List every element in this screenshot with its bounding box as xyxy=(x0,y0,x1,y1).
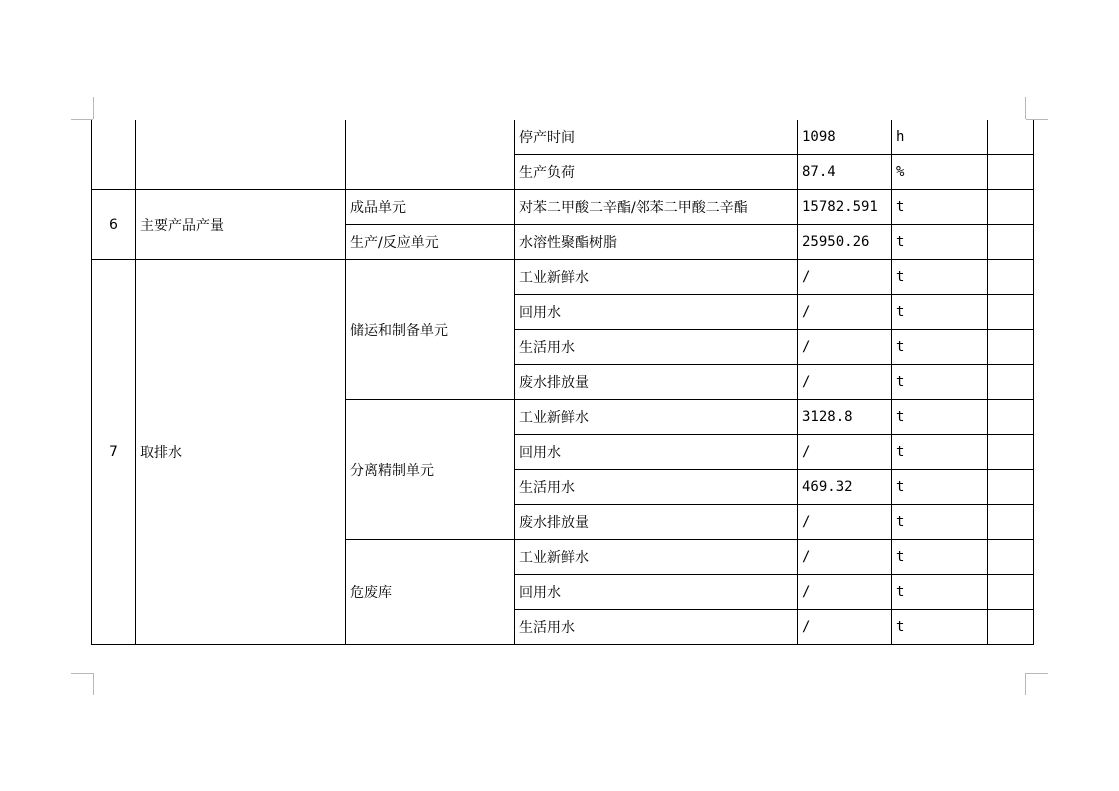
remark-cell xyxy=(988,505,1034,540)
table-row xyxy=(92,260,1034,295)
unit-cell: % xyxy=(892,155,988,190)
item-cell: 生活用水 xyxy=(515,610,798,645)
item-cell: 水溶性聚酯树脂 xyxy=(515,225,798,260)
value-cell: / xyxy=(798,540,892,575)
value-cell: 87.4 xyxy=(798,155,892,190)
data-table xyxy=(91,120,1034,645)
item-cell: 回用水 xyxy=(515,575,798,610)
remark-cell xyxy=(988,435,1034,470)
remark-cell xyxy=(988,470,1034,505)
crop-mark-top-left-h xyxy=(71,119,93,120)
remark-cell xyxy=(988,295,1034,330)
unit-cell: t xyxy=(892,575,988,610)
item-cell: 停产时间 xyxy=(515,120,798,155)
unit-cell: t xyxy=(892,260,988,295)
value-cell: / xyxy=(798,295,892,330)
remark-cell xyxy=(988,575,1034,610)
remark-cell xyxy=(988,400,1034,435)
crop-mark-bottom-right-h xyxy=(1026,673,1048,674)
unit-cell: t xyxy=(892,365,988,400)
remark-cell xyxy=(988,610,1034,645)
unit-name-cell: 分离精制单元 xyxy=(346,400,515,540)
value-cell: / xyxy=(798,435,892,470)
unit-cell: h xyxy=(892,120,988,155)
value-cell: / xyxy=(798,575,892,610)
section-name-cell: 主要产品产量 xyxy=(136,190,346,260)
section-name-cell: 取排水 xyxy=(136,260,346,645)
item-cell: 对苯二甲酸二辛酯/邻苯二甲酸二辛酯 xyxy=(515,190,798,225)
item-cell: 回用水 xyxy=(515,435,798,470)
unit-cell: t xyxy=(892,610,988,645)
table-row xyxy=(92,190,1034,225)
item-cell: 生产负荷 xyxy=(515,155,798,190)
item-cell: 生活用水 xyxy=(515,470,798,505)
unit-cell: t xyxy=(892,330,988,365)
continued-unit-cell xyxy=(346,120,515,190)
item-cell: 废水排放量 xyxy=(515,505,798,540)
crop-mark-bottom-left-v xyxy=(93,673,94,695)
unit-name-cell: 生产/反应单元 xyxy=(346,225,515,260)
value-cell: 1098 xyxy=(798,120,892,155)
remark-cell xyxy=(988,120,1034,155)
unit-cell: t xyxy=(892,295,988,330)
item-cell: 工业新鲜水 xyxy=(515,540,798,575)
unit-cell: t xyxy=(892,190,988,225)
item-cell: 废水排放量 xyxy=(515,365,798,400)
remark-cell xyxy=(988,155,1034,190)
remark-cell xyxy=(988,190,1034,225)
unit-cell: t xyxy=(892,225,988,260)
value-cell: 469.32 xyxy=(798,470,892,505)
value-cell: 25950.26 xyxy=(798,225,892,260)
unit-cell: t xyxy=(892,400,988,435)
remark-cell xyxy=(988,330,1034,365)
unit-cell: t xyxy=(892,435,988,470)
remark-cell xyxy=(988,260,1034,295)
remark-cell xyxy=(988,365,1034,400)
section-no-cell: 7 xyxy=(92,260,136,645)
item-cell: 工业新鲜水 xyxy=(515,400,798,435)
value-cell: / xyxy=(798,610,892,645)
crop-mark-bottom-left-h xyxy=(71,673,93,674)
unit-cell: t xyxy=(892,505,988,540)
value-cell: / xyxy=(798,330,892,365)
value-cell: / xyxy=(798,365,892,400)
crop-mark-top-left-v xyxy=(93,97,94,119)
item-cell: 工业新鲜水 xyxy=(515,260,798,295)
unit-cell: t xyxy=(892,470,988,505)
value-cell: 15782.591 xyxy=(798,190,892,225)
remark-cell xyxy=(988,540,1034,575)
item-cell: 生活用水 xyxy=(515,330,798,365)
item-cell: 回用水 xyxy=(515,295,798,330)
unit-name-cell: 危废库 xyxy=(346,540,515,645)
unit-name-cell: 成品单元 xyxy=(346,190,515,225)
continued-name-cell xyxy=(136,120,346,190)
unit-cell: t xyxy=(892,540,988,575)
value-cell: / xyxy=(798,505,892,540)
continued-no-cell xyxy=(92,120,136,190)
remark-cell xyxy=(988,225,1034,260)
table-row xyxy=(92,120,1034,155)
section-no-cell: 6 xyxy=(92,190,136,260)
crop-mark-top-right-v xyxy=(1025,97,1026,119)
value-cell: 3128.8 xyxy=(798,400,892,435)
unit-name-cell: 储运和制备单元 xyxy=(346,260,515,400)
crop-mark-bottom-right-v xyxy=(1025,673,1026,695)
value-cell: / xyxy=(798,260,892,295)
